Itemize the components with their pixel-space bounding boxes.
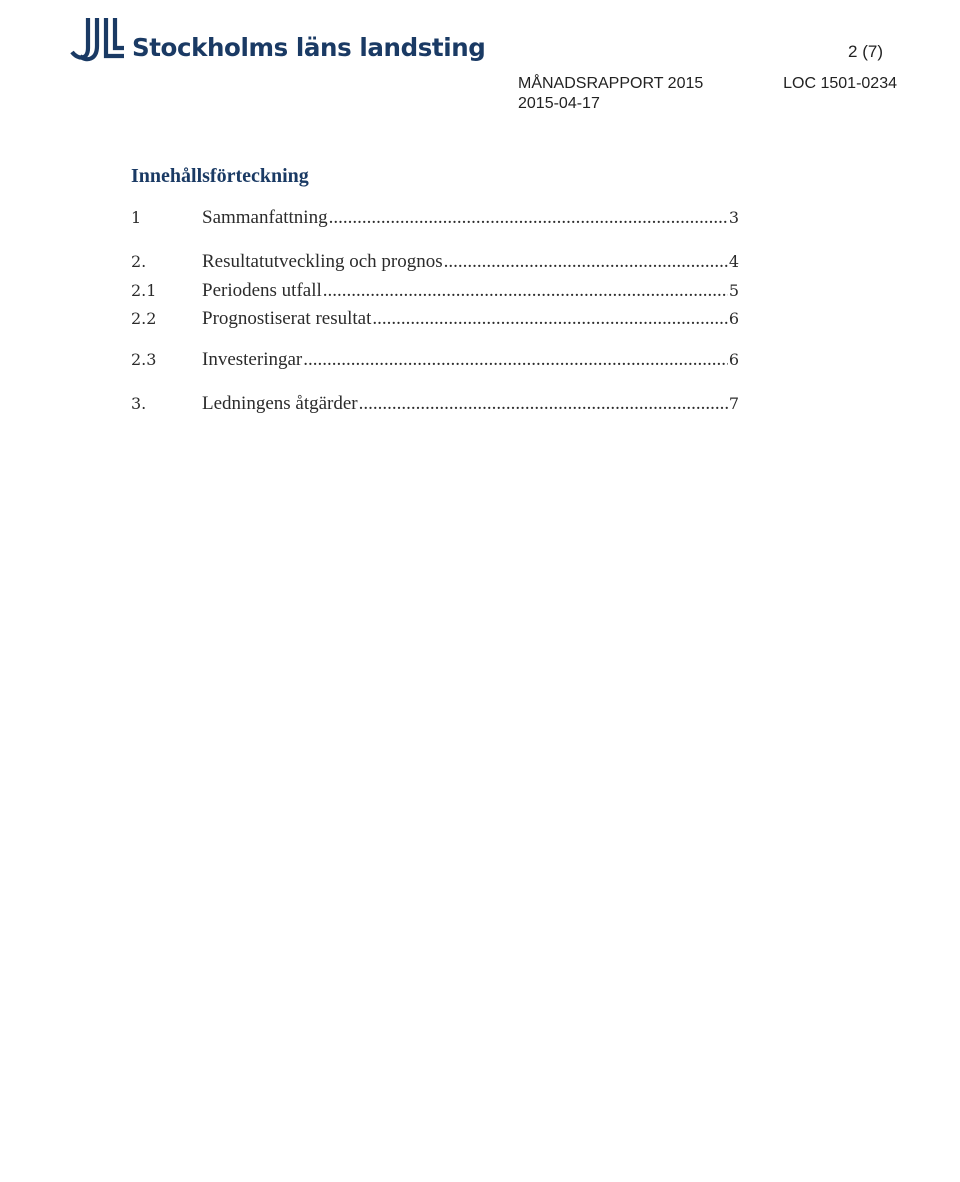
toc-entry-label: Prognostiserat resultat: [202, 308, 372, 329]
toc-entry-label: Sammanfattning: [202, 207, 328, 228]
toc-entry-page: 6: [728, 350, 739, 369]
toc-entry-label: Resultatutveckling och prognos: [202, 251, 443, 272]
toc-dot-leader: [329, 208, 728, 229]
toc-entry-page: 5: [728, 281, 739, 300]
toc-entry-page: 4: [728, 252, 739, 271]
document-id: LOC 1501-0234: [783, 75, 897, 92]
toc-dot-leader: [444, 252, 728, 273]
toc-dot-leader: [323, 281, 728, 302]
toc-entry-number: 2.1: [131, 281, 157, 300]
sll-logo-icon: [70, 16, 124, 62]
toc-entry[interactable]: [131, 350, 739, 371]
toc-entry[interactable]: [131, 281, 739, 302]
sll-logo: [70, 10, 485, 62]
toc-entry-number: 3.: [131, 394, 147, 413]
toc-entry-label: Ledningens åtgärder: [202, 393, 358, 414]
page-number: 2 (7): [848, 42, 883, 61]
toc-entry-label: Investeringar: [202, 349, 303, 370]
toc-heading: Innehållsförteckning: [131, 165, 309, 187]
toc-entry-number: 1: [131, 208, 142, 227]
toc-dot-leader: [359, 394, 728, 415]
toc-dot-leader: [372, 309, 727, 330]
toc-entry-page: 3: [728, 208, 739, 227]
toc-entry-page: 7: [728, 394, 739, 413]
logo-text: Stockholms läns landsting: [132, 32, 486, 62]
toc-entry-number: 2.: [131, 252, 147, 271]
toc-entry[interactable]: [131, 394, 739, 415]
toc-entry-number: 2.2: [131, 309, 157, 328]
report-title: MÅNADSRAPPORT 2015: [518, 75, 704, 92]
toc-entry-number: 2.3: [131, 350, 157, 369]
toc-entry[interactable]: [131, 252, 739, 273]
toc-entry-label: Periodens utfall: [202, 280, 322, 301]
toc-entry[interactable]: [131, 208, 739, 229]
report-date: 2015-04-17: [518, 95, 600, 112]
toc-dot-leader: [303, 350, 728, 371]
toc-entry-page: 6: [728, 309, 739, 328]
toc-entry[interactable]: [131, 309, 739, 330]
